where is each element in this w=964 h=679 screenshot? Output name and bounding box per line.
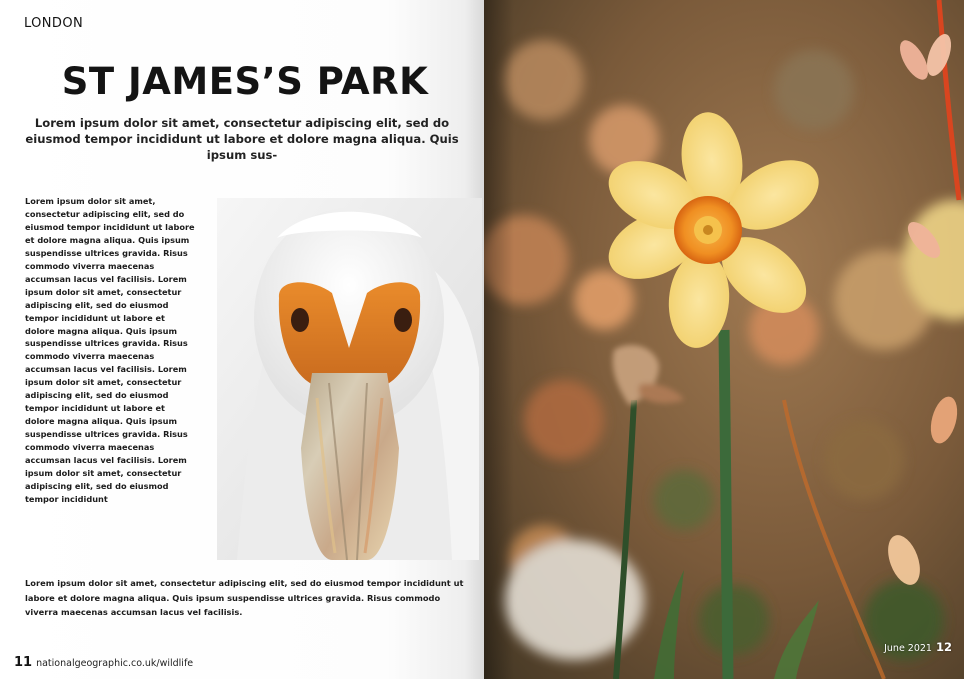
left-page-number: 11 bbox=[14, 655, 33, 670]
body-column: Lorem ipsum dolor sit amet, consectetur adipiscing elit, sed do eiusmod tempor incididunt ut labore et dolore magna aliqua. Quis ipsum suspendisse ultrices gravida. Risus commodo viverra maecenas accumsan lacus vel facilisis. Lorem ipsum dolor sit amet, consectetur adipiscing elit, sed do eiusmod tempor incididunt ut labore et dolore magna aliqua. Quis ipsum suspendisse ultrices gravida. Risus commodo viverra maecenas accumsan lacus vel facilisis. Lorem ipsum dolor sit amet, consectetur adipiscing elit, sed do eiusmod tempor incididunt ut labore et dolore magna aliqua. Quis ipsum suspendisse ultrices gravida. Risus commodo viverra maecenas accumsan lacus vel facilisis. Lorem ipsum dolor sit amet, consectetur adipiscing elit, sed do eiusmod tempor incididunt bbox=[25, 196, 195, 504]
website-url: nationalgeographic.co.uk/wildlife bbox=[36, 658, 194, 669]
daffodil-illustration bbox=[484, 0, 964, 679]
body-bottom-text: Lorem ipsum dolor sit amet, consectetur adipiscing elit, sed do eiusmod tempor incididunt ut labore et dolore magna aliqua. Quis ipsum suspendisse ultrices gravida. Risus commodo viverra maecenas accumsan lacus vel facilisis. bbox=[25, 578, 464, 617]
daffodil-photo bbox=[484, 0, 964, 679]
left-folio bbox=[14, 655, 193, 670]
pelican-photo bbox=[217, 198, 482, 560]
issue-date: June 2021 bbox=[884, 643, 932, 654]
right-folio bbox=[884, 640, 952, 654]
section-label: LONDON bbox=[24, 16, 84, 31]
pelican-illustration bbox=[217, 198, 482, 560]
page-title: ST JAMES’S PARK bbox=[61, 60, 429, 103]
right-page-number: 12 bbox=[935, 640, 952, 654]
standfirst: Lorem ipsum dolor sit amet, consectetur adipiscing elit, sed do eiusmod tempor incididunt ut labore et dolore magna aliqua. Quis ipsum sus- bbox=[25, 116, 459, 162]
